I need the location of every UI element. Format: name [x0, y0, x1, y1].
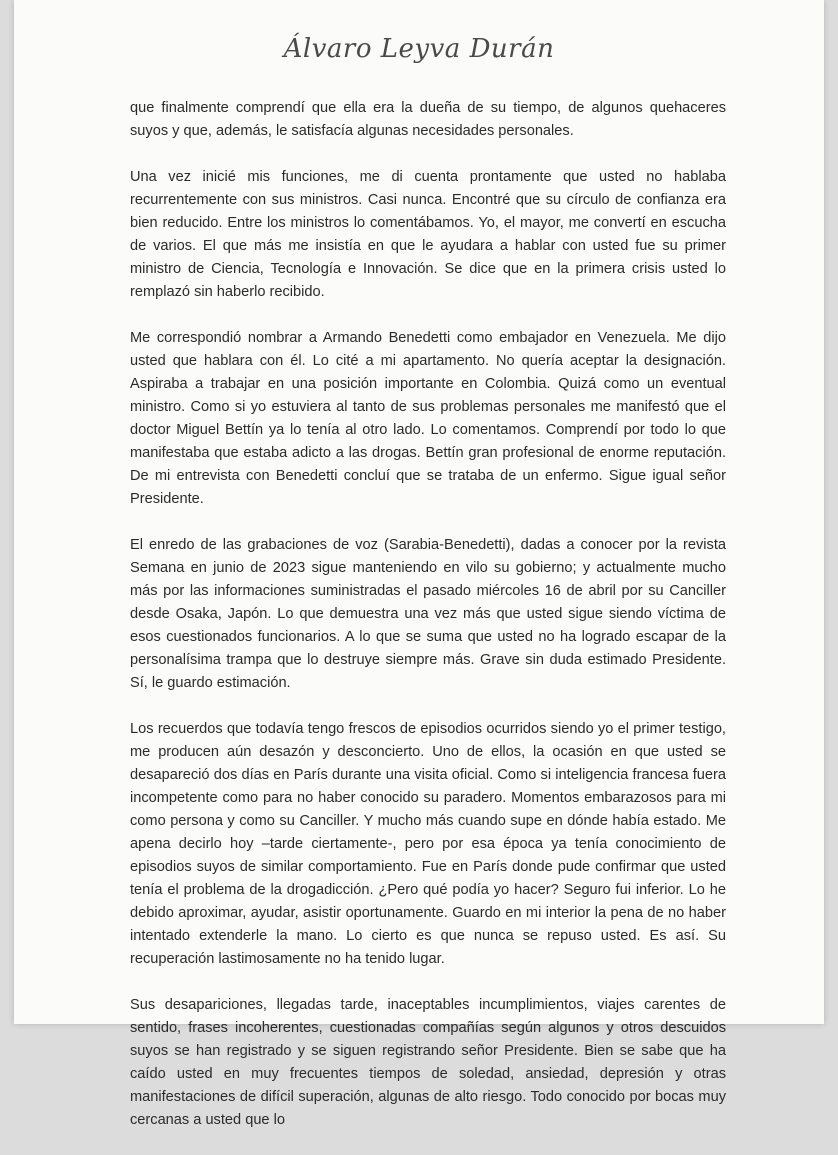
letterhead-signature: Álvaro Leyva Durán	[283, 34, 555, 64]
paragraph: que finalmente comprendí que ella era la dueña de su tiempo, de algunos quehaceres suyos y que, además, le satisfacía algunas necesidades personales.	[130, 100, 726, 139]
letter-body	[130, 97, 726, 1155]
paragraph: Una vez inicié mis funciones, me di cuenta prontamente que usted no hablaba recurrentemente con sus ministros. Casi nunca. Encontré que su círculo de confianza era bien reducido. Entre los ministros lo comentábamos. Yo, el mayor, me convertí en escucha de varios. El que más me insistía en que le ayudara a hablar con usted fue su primer ministro de Ciencia, Tecnología e Innovación. Se dice que en la primera crisis usted lo remplazó sin haberlo recibido.	[130, 169, 726, 300]
paragraph: El enredo de las grabaciones de voz (Sarabia-Benedetti), dadas a conocer por la revista Semana en junio de 2023 sigue manteniendo en vilo su gobierno; y actualmente mucho más por las informaciones suministradas el pasado miércoles 16 de abril por su Canciller desde Osaka, Japón. Lo que demuestra una vez más que usted sigue siendo víctima de esos cuestionados funcionarios. A lo que se suma que usted no ha logrado escapar de la personalísima trampa que lo destruye siempre más. Grave sin duda estimado Presidente. Sí, le guardo estimación.	[130, 537, 726, 691]
paragraph: Me correspondió nombrar a Armando Benedetti como embajador en Venezuela. Me dijo usted que hablara con él. Lo cité a mi apartamento. No quería aceptar la designación. Aspiraba a trabajar en una posición importante en Colombia. Quizá como un eventual ministro. Como si yo estuviera al tanto de sus problemas personales me manifestó que el doctor Miguel Bettín ya lo tenía al otro lado. Lo comentamos. Comprendí por todo lo que manifestaba que estaba adicto a las drogas. Bettín gran profesional de enorme reputación. De mi entrevista con Benedetti concluí que se trataba de un enfermo. Sigue igual señor Presidente.	[130, 330, 726, 507]
paragraph: Los recuerdos que todavía tengo frescos de episodios ocurridos siendo yo el primer testigo, me producen aún desazón y desconcierto. Uno de ellos, la ocasión en que usted se desapareció dos días en París durante una visita oficial. Como si inteligencia francesa fuera incompetente como para no haber conocido su paradero. Momentos embarazosos para mi como persona y como su Canciller. Y mucho más cuando supe en dónde había estado. Me apena decirlo hoy –tarde ciertamente-, pero por esa época ya tenía conocimiento de episodios suyos de similar comportamiento. Fue en París donde pude confirmar que usted tenía el problema de la drogadicción. ¿Pero qué podía yo hacer? Seguro fui inferior. Lo he debido aproximar, ayudar, asistir oportunamente. Guardo en mi interior la pena de no haber intentado extenderle la mano. Lo cierto es que nunca se repuso usted. Es así. Su recuperación lastimosamente no ha tenido lugar.	[130, 721, 726, 967]
document-page	[14, 0, 824, 1128]
paragraph: Sus desapariciones, llegadas tarde, inaceptables incumplimientos, viajes carentes de sentido, frases incoherentes, cuestionadas compañías según algunos y otros descuidos suyos se han registrado y se siguen registrando señor Presidente. Bien se sabe que ha caído usted en muy frecuentes tiempos de soledad, ansiedad, depresión y otras manifestaciones de difícil superación, algunas de alto riesgo. Todo conocido por bocas muy cercanas a usted que lo	[130, 997, 726, 1128]
